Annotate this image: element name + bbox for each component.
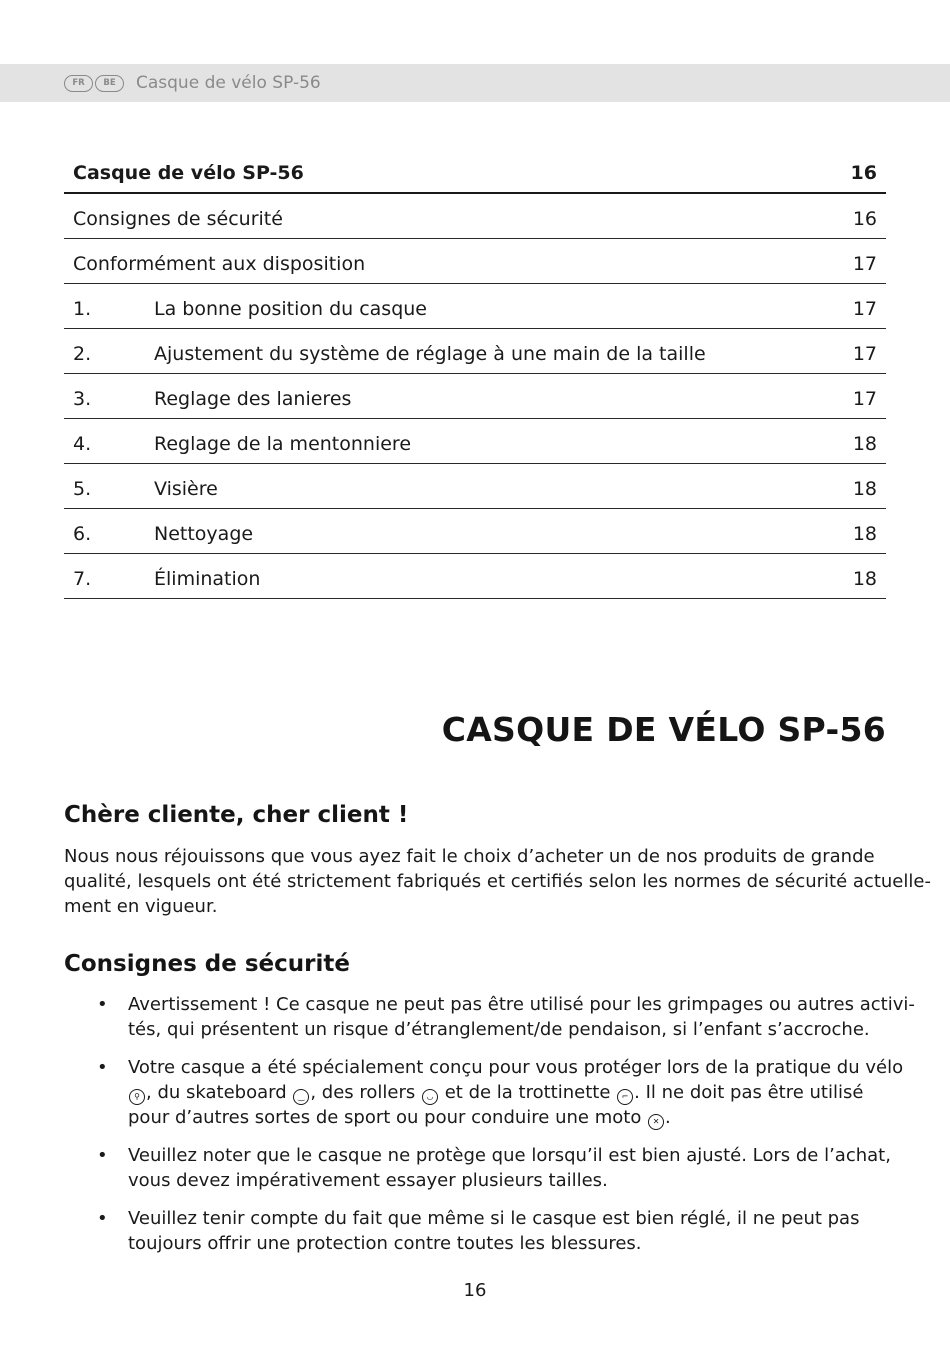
- toc-entry-title: Consignes de sécurité: [73, 208, 283, 230]
- skateboard-icon: ‿: [293, 1089, 309, 1105]
- toc-entry-page: 18: [852, 433, 877, 455]
- toc-row[interactable]: [64, 509, 886, 554]
- list-item: [64, 992, 915, 1042]
- no-motorcycle-icon: ✕: [648, 1114, 664, 1130]
- bullet-line: Veuillez tenir compte du fait que même si le casque est bien réglé, il ne peut pas: [128, 1208, 860, 1229]
- toc-row[interactable]: [64, 374, 886, 419]
- toc-row[interactable]: [64, 419, 886, 464]
- paragraph-line: ment en vigueur.: [64, 896, 218, 917]
- toc-row[interactable]: [64, 239, 886, 284]
- toc-row[interactable]: [64, 554, 886, 599]
- header-title: Casque de vélo SP-56: [136, 73, 321, 93]
- bullet-line: Avertissement ! Ce casque ne peut pas être utilisé pour les grimpages ou autres activi-: [128, 994, 915, 1015]
- toc-row[interactable]: [64, 329, 886, 374]
- toc-entry-page: 17: [852, 253, 877, 275]
- greeting-paragraph: [64, 844, 931, 919]
- page-number: 16: [463, 1280, 487, 1301]
- toc-entry-page: 17: [852, 298, 877, 320]
- toc-entry-title: Élimination: [154, 568, 261, 590]
- paragraph-line: qualité, lesquels ont été strictement fabriqués et certifiés selon les normes de sécurité actuelle-: [64, 871, 931, 892]
- toc-row[interactable]: [64, 284, 886, 329]
- toc-entry-page: 18: [852, 478, 877, 500]
- toc-entry-number: 5.: [73, 478, 92, 500]
- toc-entry-title: Nettoyage: [154, 523, 254, 545]
- greeting-heading: Chère cliente, cher client !: [64, 802, 409, 828]
- bullet-line: Veuillez noter que le casque ne protège que lorsqu’il est bien ajusté. Lors de l’achat,: [128, 1145, 891, 1166]
- toc-entry-page: 18: [852, 523, 877, 545]
- toc-entry-page: 17: [852, 388, 877, 410]
- safety-list: [64, 992, 915, 1269]
- paragraph-line: Nous nous réjouissons que vous ayez fait le choix d’acheter un de nos produits de grande: [64, 846, 875, 867]
- main-title: CASQUE DE VÉLO SP-56: [441, 710, 886, 749]
- bullet-line: Votre casque a été spécialement conçu pour vous protéger lors de la pratique du vélo: [128, 1057, 904, 1078]
- bicycle-icon: ⚲: [129, 1089, 145, 1105]
- bullet-line: tés, qui présentent un risque d’étranglement/de pendaison, si l’enfant s’accroche.: [128, 1019, 870, 1040]
- list-item: [64, 1206, 894, 1256]
- bullet-icon: •: [97, 1145, 108, 1166]
- toc-heading-row: [64, 155, 886, 194]
- toc-row[interactable]: [64, 194, 886, 239]
- toc-entry-number: 2.: [73, 343, 92, 365]
- toc-entry-number: 4.: [73, 433, 92, 455]
- language-badges: [64, 75, 126, 92]
- rollerskate-icon: ◡: [422, 1089, 438, 1105]
- bullet-line: vous devez impérativement essayer plusieurs tailles.: [128, 1170, 608, 1191]
- list-item: [64, 1143, 894, 1193]
- language-badge-fr: FR: [64, 75, 93, 92]
- toc-entry-title: Ajustement du système de réglage à une main de la taille: [154, 343, 706, 365]
- toc-entry-number: 3.: [73, 388, 92, 410]
- safety-heading: Consignes de sécurité: [64, 951, 350, 977]
- toc-entry-page: 17: [852, 343, 877, 365]
- page-header: [0, 64, 950, 102]
- bullet-icon: •: [97, 994, 108, 1015]
- toc-row[interactable]: [64, 464, 886, 509]
- toc-entry-title: La bonne position du casque: [154, 298, 427, 320]
- toc-entry-number: 6.: [73, 523, 92, 545]
- toc-heading-page: 16: [850, 162, 877, 184]
- scooter-icon: ⌐: [617, 1089, 633, 1105]
- toc-entry-title: Reglage des lanieres: [154, 388, 352, 410]
- toc-entry-number: 1.: [73, 298, 92, 320]
- bullet-icon: •: [97, 1057, 108, 1078]
- toc-entry-title: Visière: [154, 478, 218, 500]
- bullet-line: ⚲ , du skateboard ‿ , des rollers ◡ et de la trottinette ⌐ . Il ne doit pas être utilisé: [128, 1080, 894, 1105]
- bullet-line: pour d’autres sortes de sport ou pour conduire une moto ✕ .: [128, 1107, 671, 1128]
- table-of-contents: [64, 155, 886, 599]
- toc-entry-page: 16: [852, 208, 877, 230]
- toc-heading-title: Casque de vélo SP-56: [73, 162, 304, 184]
- bullet-line: toujours offrir une protection contre toutes les blessures.: [128, 1233, 642, 1254]
- toc-entry-title: Reglage de la mentonniere: [154, 433, 412, 455]
- toc-entry-number: 7.: [73, 568, 92, 590]
- language-badge-be: BE: [95, 75, 124, 92]
- toc-entry-title: Conformément aux disposition: [73, 253, 366, 275]
- toc-entry-page: 18: [852, 568, 877, 590]
- bullet-icon: •: [97, 1208, 108, 1229]
- list-item: [64, 1055, 904, 1130]
